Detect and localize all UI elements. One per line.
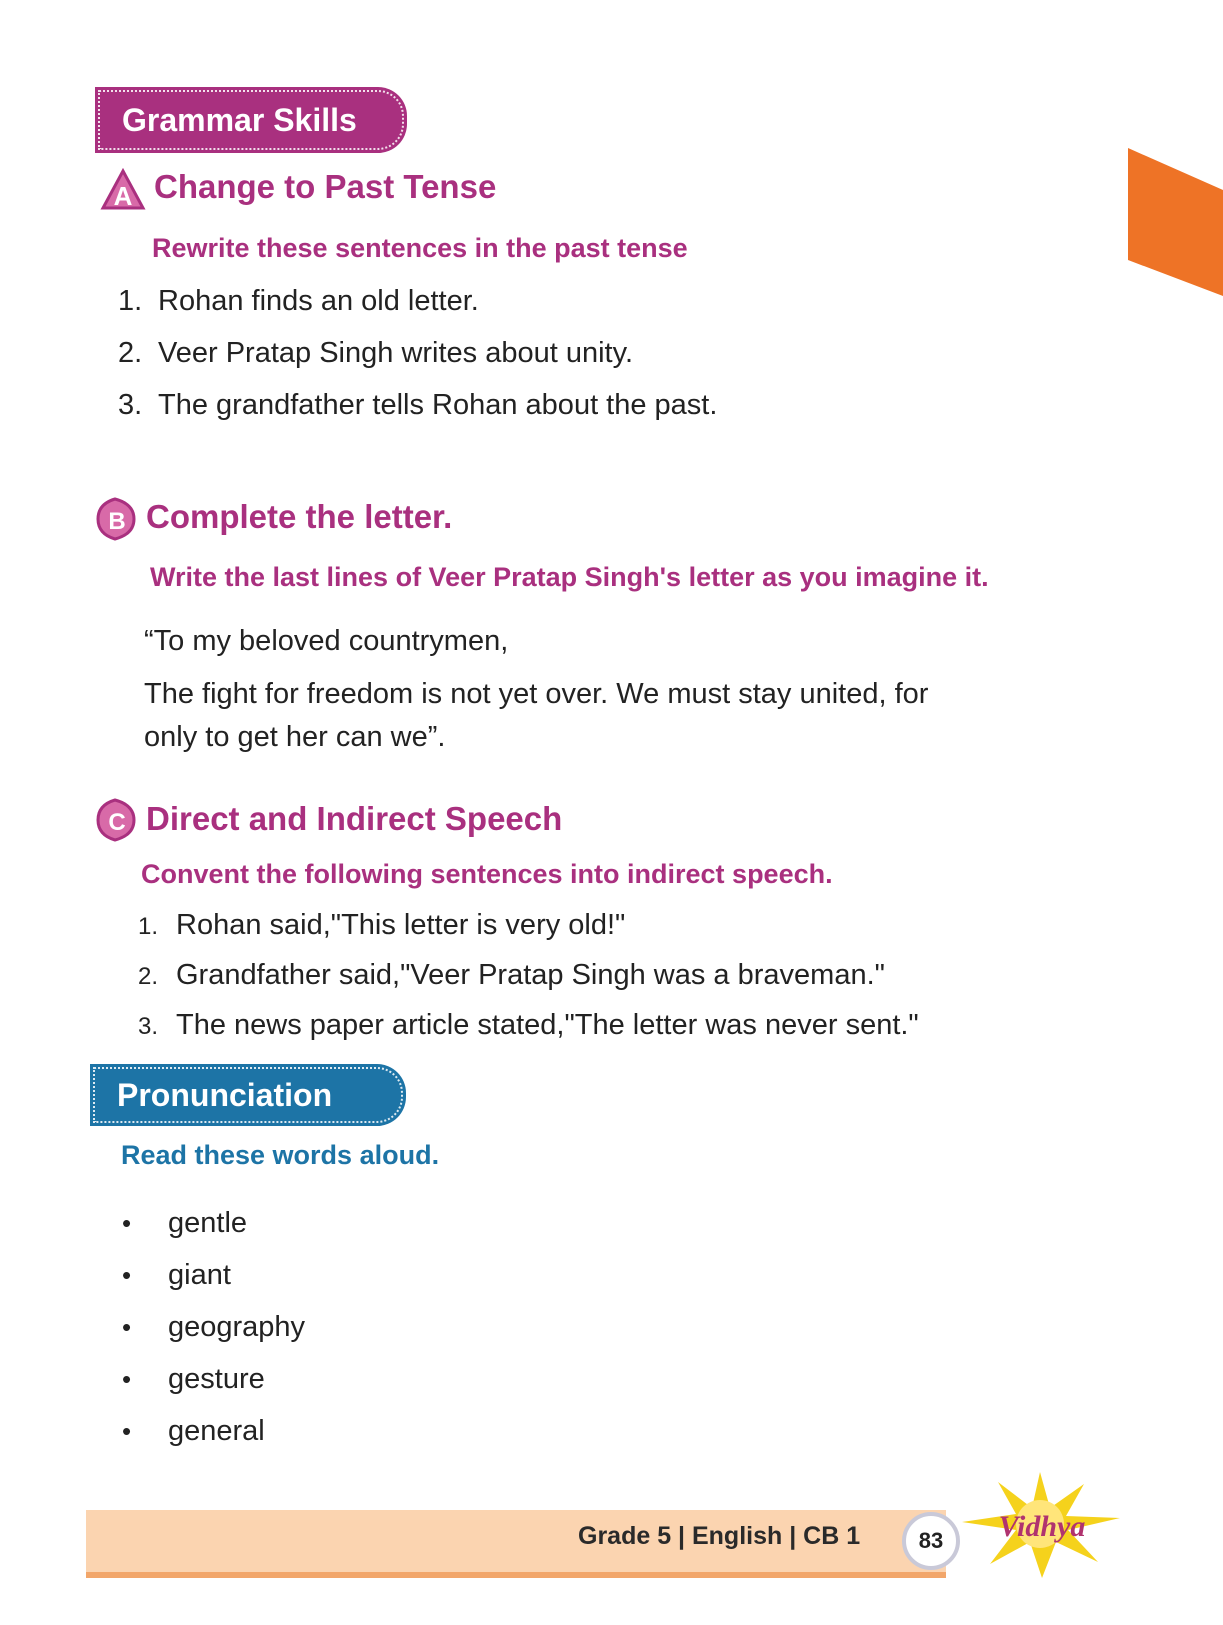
section-a-badge-letter: A [113, 181, 133, 211]
grammar-skills-label: Grammar Skills [122, 101, 357, 138]
item-number: 2. [138, 963, 159, 990]
section-a-title: Change to Past Tense [154, 168, 497, 205]
bullet-icon: • [122, 1312, 132, 1342]
word-text: gesture [168, 1363, 265, 1395]
section-c-title: Direct and Indirect Speech [146, 800, 563, 837]
item-number: 3. [118, 389, 143, 421]
word-text: general [168, 1415, 265, 1447]
section-b-badge-icon [92, 496, 138, 542]
item-text: The news paper article stated,"The letter was never sent." [176, 1009, 919, 1041]
item-number: 3. [138, 1013, 159, 1040]
section-c-item [138, 909, 625, 942]
word-text: geography [168, 1311, 306, 1343]
corner-tab-decoration [1128, 148, 1223, 296]
section-b-instruction: Write the last lines of Veer Pratap Singh's letter as you imagine it. [150, 562, 989, 592]
section-c-badge-icon [92, 797, 138, 843]
word-text: giant [168, 1259, 231, 1291]
section-c-item [138, 1009, 919, 1042]
page-number [902, 1512, 960, 1570]
section-b-badge-letter: B [108, 508, 126, 535]
word-list-item [122, 1259, 231, 1292]
section-c-instruction: Convent the following sentences into indirect speech. [141, 859, 833, 889]
section-b-title: Complete the letter. [146, 498, 453, 535]
section-a-instruction: Rewrite these sentences in the past tense [152, 233, 688, 263]
item-text: Veer Pratap Singh writes about unity. [158, 337, 634, 369]
item-number: 1. [138, 913, 159, 940]
bullet-icon: • [122, 1364, 132, 1394]
item-text: The grandfather tells Rohan about the past. [158, 389, 718, 421]
letter-salutation: “To my beloved countrymen, [144, 625, 509, 657]
vidhya-sun-logo [958, 1470, 1123, 1580]
section-c-item [138, 959, 885, 992]
item-number: 1. [118, 285, 143, 317]
page-number-text: 83 [918, 1528, 944, 1553]
word-list-item [122, 1363, 265, 1396]
pronunciation-label: Pronunciation [117, 1076, 333, 1113]
section-a-item [118, 337, 633, 370]
section-c-badge-letter: C [108, 809, 126, 836]
section-a-badge-icon [100, 168, 146, 214]
letter-body-line: The fight for freedom is not yet over. We must stay united, for [144, 678, 929, 710]
word-text: gentle [168, 1207, 248, 1239]
item-text: Rohan finds an old letter. [158, 285, 479, 317]
item-text: Rohan said,"This letter is very old!" [176, 909, 626, 941]
letter-body-line: only to get her can we”. [144, 721, 446, 753]
brand-name: Vidhya [998, 1510, 1086, 1543]
item-number: 2. [118, 337, 143, 369]
section-a-item [118, 285, 479, 318]
footer-grade-label: Grade 5 | English | CB 1 [578, 1522, 861, 1550]
grammar-skills-tag [98, 90, 404, 150]
pronunciation-instruction: Read these words aloud. [121, 1140, 440, 1170]
pronunciation-tag [93, 1067, 403, 1123]
word-list-item [122, 1415, 265, 1448]
bullet-icon: • [122, 1208, 132, 1238]
section-a-item [118, 389, 717, 422]
bullet-icon: • [122, 1416, 132, 1446]
word-list-item [122, 1311, 305, 1344]
item-text: Grandfather said,"Veer Pratap Singh was a braveman." [176, 959, 885, 991]
bullet-icon: • [122, 1260, 132, 1290]
word-list-item [122, 1207, 247, 1240]
